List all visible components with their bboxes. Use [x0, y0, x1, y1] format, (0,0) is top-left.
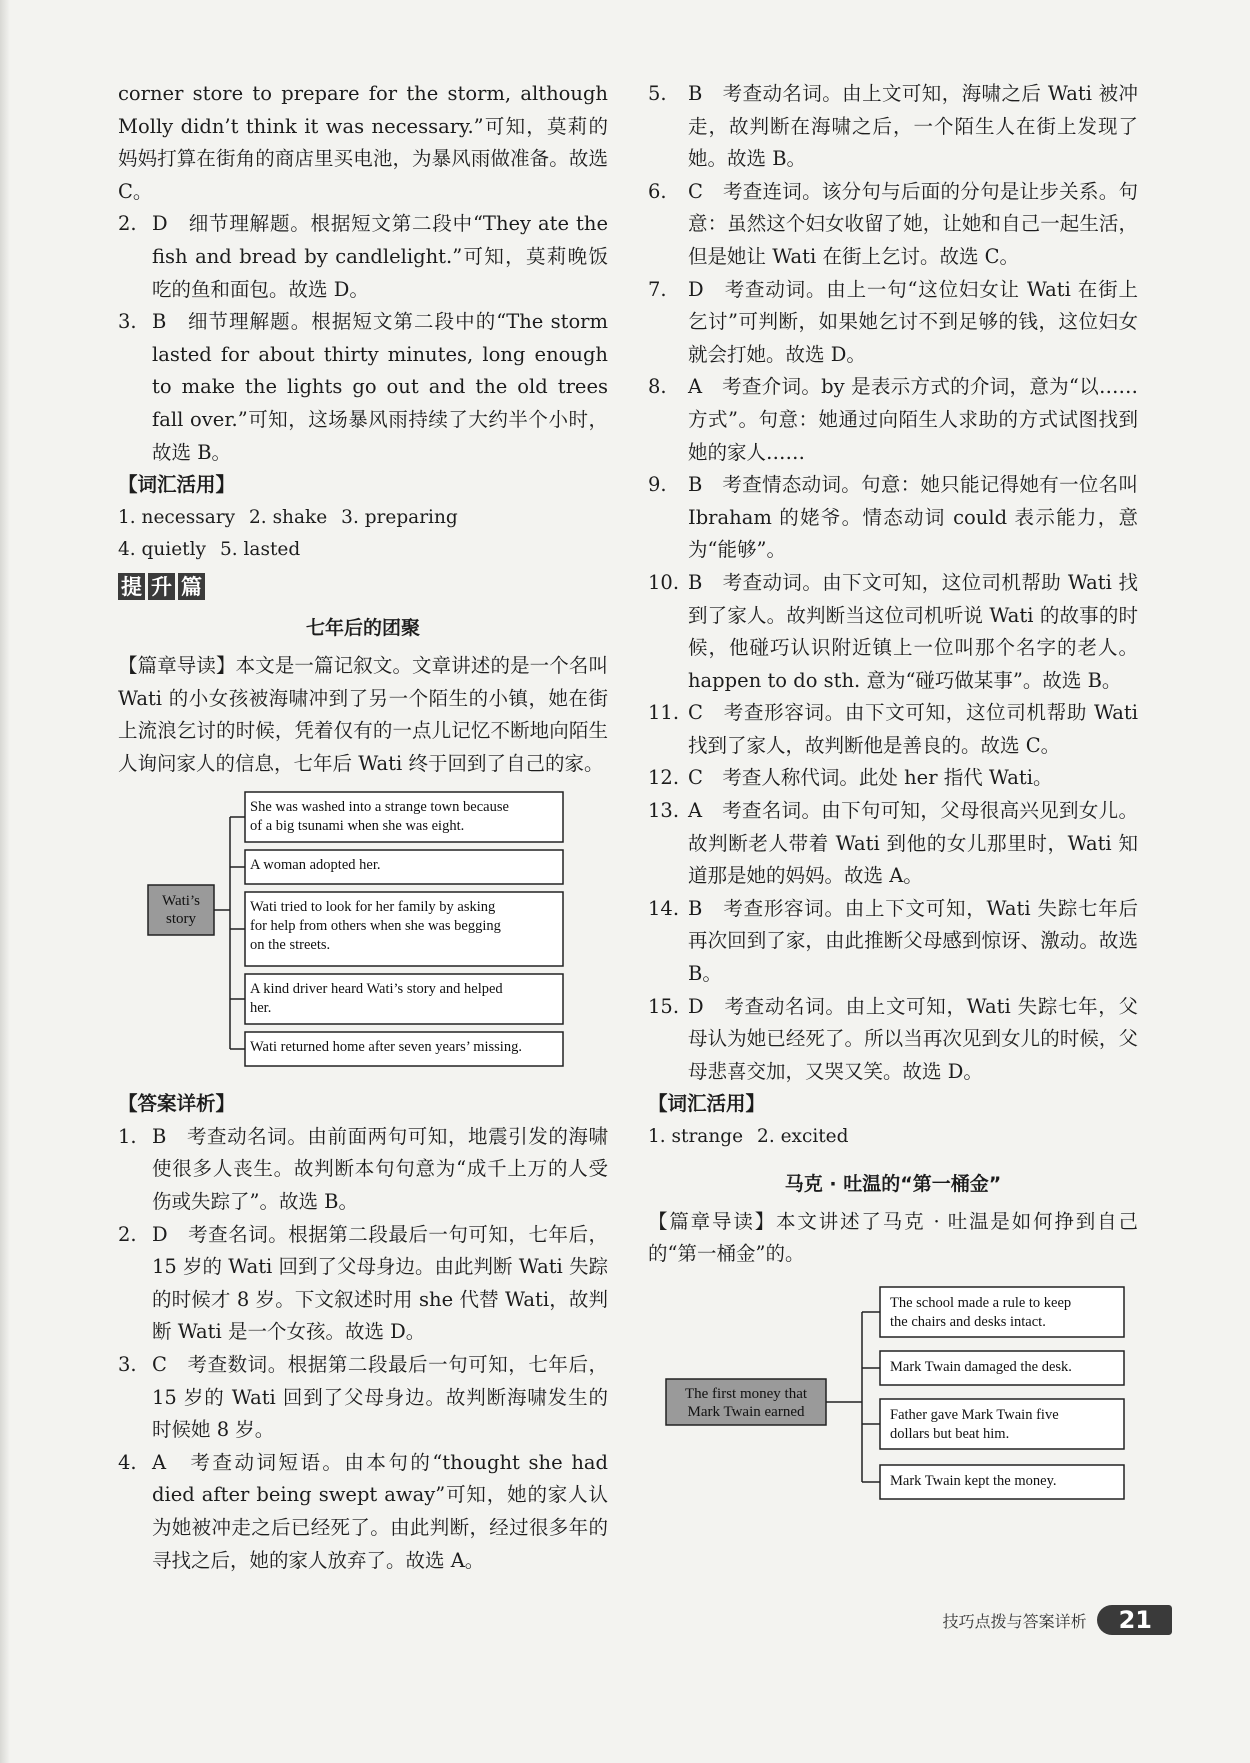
diagram-text: dollars but beat him. — [890, 1425, 1010, 1442]
vocab-answer: 3. preparing — [341, 506, 458, 528]
answer-number: 9. — [648, 473, 667, 497]
answer-number: 2. — [118, 1222, 137, 1246]
answer-text: A 考查动词短语。由本句的“thought she had died after being swept away”可知，她的家人认为她被冲走之后已经死了。由此判断，经过很多年的寻找之后，她的家人放弃了。故选 A。 — [152, 1450, 608, 1572]
vocab-answer: 2. excited — [757, 1126, 849, 1147]
diagram-text: Mark Twain earned — [687, 1403, 805, 1420]
page-number: 21 — [1097, 1605, 1172, 1635]
page-binding-edge — [0, 0, 10, 1763]
vocab-line-3 — [648, 1121, 1138, 1154]
answer-item — [648, 567, 1138, 697]
vocab-answer: 2. shake — [249, 506, 328, 528]
answer-number: 11. — [648, 701, 680, 725]
answer-text: B 考查形容词。由上下文可知，Wati 失踪七年后再次回到了家，由此推断父母感到惊讶、激动。故选 B。 — [688, 896, 1138, 986]
vocab-line-2 — [118, 534, 608, 567]
badge-char: 篇 — [178, 573, 205, 600]
diagram-text: Mark Twain kept the money. — [890, 1472, 1057, 1489]
answer-item — [648, 176, 1138, 274]
vocab-heading-2: 【词汇活用】 — [648, 1092, 766, 1116]
answer-number: 5. — [648, 82, 667, 105]
answer-item — [118, 1121, 608, 1219]
answer-list-1 — [118, 208, 608, 469]
vocab-answer: 1. strange — [648, 1126, 744, 1147]
diagram-text: for help from others when she was begging — [250, 918, 501, 935]
vocab-heading: 【词汇活用】 — [118, 473, 236, 497]
answer-text: B 考查情态动词。句意：她只能记得她有一位名叫 Ibraham 的姥爷。情态动词 could 表示能力，意为“能够”。 — [688, 473, 1138, 562]
answer-text: D 细节理解题。根据短文第二段中“They ate the fish and bread by candlelight.”可知，莫莉晚饭吃的鱼和面包。故选 D。 — [152, 212, 608, 301]
answer-text: D 考查动名词。由上文可知，Wati 失踪七年，父母认为她已经死了。所以当再次见到女儿的时候，父母悲喜交加，又哭又笑。故选 D。 — [688, 994, 1138, 1083]
answer-list-2 — [118, 1121, 608, 1577]
answer-text: B 考查动名词。由前面两句可知，地震引发的海啸使很多人丧生。故判断本句句意为“成千上万的人受伤或失踪了”。故选 B。 — [152, 1124, 608, 1214]
badge-char: 提 — [118, 573, 145, 600]
article-guide-2: 【篇章导读】本文讲述了马克 · 吐温是如何挣到自己的“第一桶金”的。 — [648, 1209, 1138, 1266]
answer-item — [648, 274, 1138, 372]
diagram-text: A kind driver heard Wati’s story and helped — [250, 981, 503, 998]
answer-number: 12. — [648, 766, 680, 790]
money-diagram — [648, 1281, 1138, 1521]
answer-item — [648, 991, 1138, 1089]
answer-item — [648, 371, 1138, 469]
badge-char: 升 — [148, 573, 175, 600]
answer-text: B 考查动名词。由上文可知，海啸之后 Wati 被冲走，故判断在海啸之后，一个陌生人在街上发现了她。故选 B。 — [688, 82, 1138, 171]
footer-text: 技巧点拨与答案详析 — [942, 1611, 1087, 1631]
story-diagram — [118, 790, 608, 1080]
answer-item — [118, 208, 608, 306]
diagram-text: Wati tried to look for her family by asking — [250, 899, 496, 916]
article-title-2: 马克 · 吐温的“第一桶金” — [784, 1172, 1002, 1195]
answer-text: C 考查形容词。由下文可知，这位司机帮助 Wati 找到了家人，故判断他是善良的。故选 C。 — [688, 701, 1138, 757]
answer-number: 7. — [648, 277, 667, 301]
answer-text: A 考查介词。by 是表示方式的介词，意为“以……方式”。句意：她通过向陌生人求助的方式试图找到她的家人…… — [688, 375, 1138, 464]
right-column — [648, 78, 1138, 1521]
diagram-text: Wati returned home after seven years’ missing. — [250, 1039, 522, 1056]
answer-number: 14. — [648, 896, 680, 920]
diagram-text: Father gave Mark Twain five — [890, 1406, 1059, 1423]
answer-item — [118, 1349, 608, 1447]
diagram-text: her. — [250, 1000, 272, 1017]
answer-text: B 考查动词。由下文可知，这位司机帮助 Wati 找到了家人。故判断当这位司机听说 Wati 的故事的时候，他碰巧认识附近镇上一位叫那个名字的老人。happen to do sth. 意为“碰巧做某事”。故选 B。 — [688, 570, 1138, 692]
answer-item — [648, 893, 1138, 991]
answer-item — [118, 306, 608, 469]
answer-item — [118, 1219, 608, 1349]
diagram-text: of a big tsunami when she was eight. — [250, 818, 465, 835]
answer-number: 4. — [118, 1450, 137, 1474]
answer-number: 3. — [118, 310, 137, 334]
diagram-text: on the streets. — [250, 937, 331, 954]
answer-text: B 细节理解题。根据短文第二段中的“The storm lasted for about thirty minutes, long enough to make the lights go out and the old trees fall over.”可知，这场暴风雨持续了大约半个小时，故选 B。 — [152, 310, 608, 464]
diagram-text: Mark Twain damaged the desk. — [890, 1358, 1072, 1375]
article-guide: 【篇章导读】本文是一篇记叙文。文章讲述的是一个名叫 Wati 的小女孩被海啸冲到了另一个陌生的小镇，她在街上流浪乞讨的时候，凭着仅有的一点儿记忆不断地向陌生人询问家人的信息，七年后 Wati 终于回到了自己的家。 — [118, 653, 608, 775]
vocab-answer: 5. lasted — [219, 539, 301, 561]
diagram-text: The first money that — [684, 1385, 808, 1402]
answer-number: 2. — [118, 212, 137, 236]
answer-number: 3. — [118, 1353, 137, 1377]
answer-text: C 考查数词。根据第二段最后一句可知，七年后，15 岁的 Wati 回到了父母身边。故判断海啸发生的时候她 8 岁。 — [152, 1353, 608, 1442]
answer-number: 15. — [648, 994, 680, 1018]
diagram-text: She was washed into a strange town because — [250, 799, 509, 816]
answer-number: 6. — [648, 179, 667, 203]
diagram-text: story — [166, 911, 196, 928]
diagram-text: the chairs and desks intact. — [890, 1313, 1046, 1330]
vocab-line-1 — [118, 502, 608, 535]
vocab-answer: 1. necessary — [118, 506, 236, 528]
answer-text: A 考查名词。由下句可知，父母很高兴见到女儿。故判断老人带着 Wati 到他的女儿那里时，Wati 知道那是她的妈妈。故选 A。 — [688, 799, 1138, 888]
article-title: 七年后的团聚 — [305, 616, 420, 639]
section-badge-boost — [118, 573, 608, 600]
answer-text: C 考查人称代词。此处 her 指代 Wati。 — [688, 766, 1053, 790]
left-column — [118, 78, 608, 1577]
answer-item — [648, 697, 1138, 762]
answer-item — [648, 469, 1138, 567]
answer-list-3 — [648, 78, 1138, 1088]
diagram-text: Wati’s — [162, 893, 200, 910]
answer-number: 8. — [648, 375, 667, 399]
answer-number: 10. — [648, 570, 680, 594]
answer-text: D 考查名词。根据第二段最后一句可知，七年后，15 岁的 Wati 回到了父母身边。由此判断 Wati 失踪的时候才 8 岁。下文叙述时用 she 代替 Wati，故判断 Wati 是一个女孩。故选 D。 — [152, 1222, 608, 1344]
answer-item — [648, 78, 1138, 176]
continued-paragraph: corner store to prepare for the storm, although Molly didn’t think it was necessary.”可知，莫莉的妈妈打算在街角的商店里买电池，为暴风雨做准备。故选 C。 — [118, 82, 608, 203]
diagram-text: A woman adopted her. — [250, 857, 381, 874]
answers-heading: 【答案详析】 — [118, 1092, 236, 1116]
answer-text: D 考查动词。由上一句“这位妇女让 Wati 在街上乞讨”可判断，如果她乞讨不到足够的钱，这位妇女就会打她。故选 D。 — [688, 277, 1138, 366]
diagram-text: The school made a rule to keep — [890, 1294, 1072, 1311]
answer-item — [648, 795, 1138, 893]
answer-number: 13. — [648, 799, 680, 823]
vocab-answer: 4. quietly — [118, 539, 206, 561]
page-footer — [943, 1605, 1172, 1635]
answer-number: 1. — [118, 1124, 137, 1148]
answer-item — [648, 762, 1138, 795]
answer-item — [118, 1447, 608, 1577]
answer-text: C 考查连词。该分句与后面的分句是让步关系。句意：虽然这个妇女收留了她，让她和自己一起生活，但是她让 Wati 在街上乞讨。故选 C。 — [688, 179, 1138, 268]
